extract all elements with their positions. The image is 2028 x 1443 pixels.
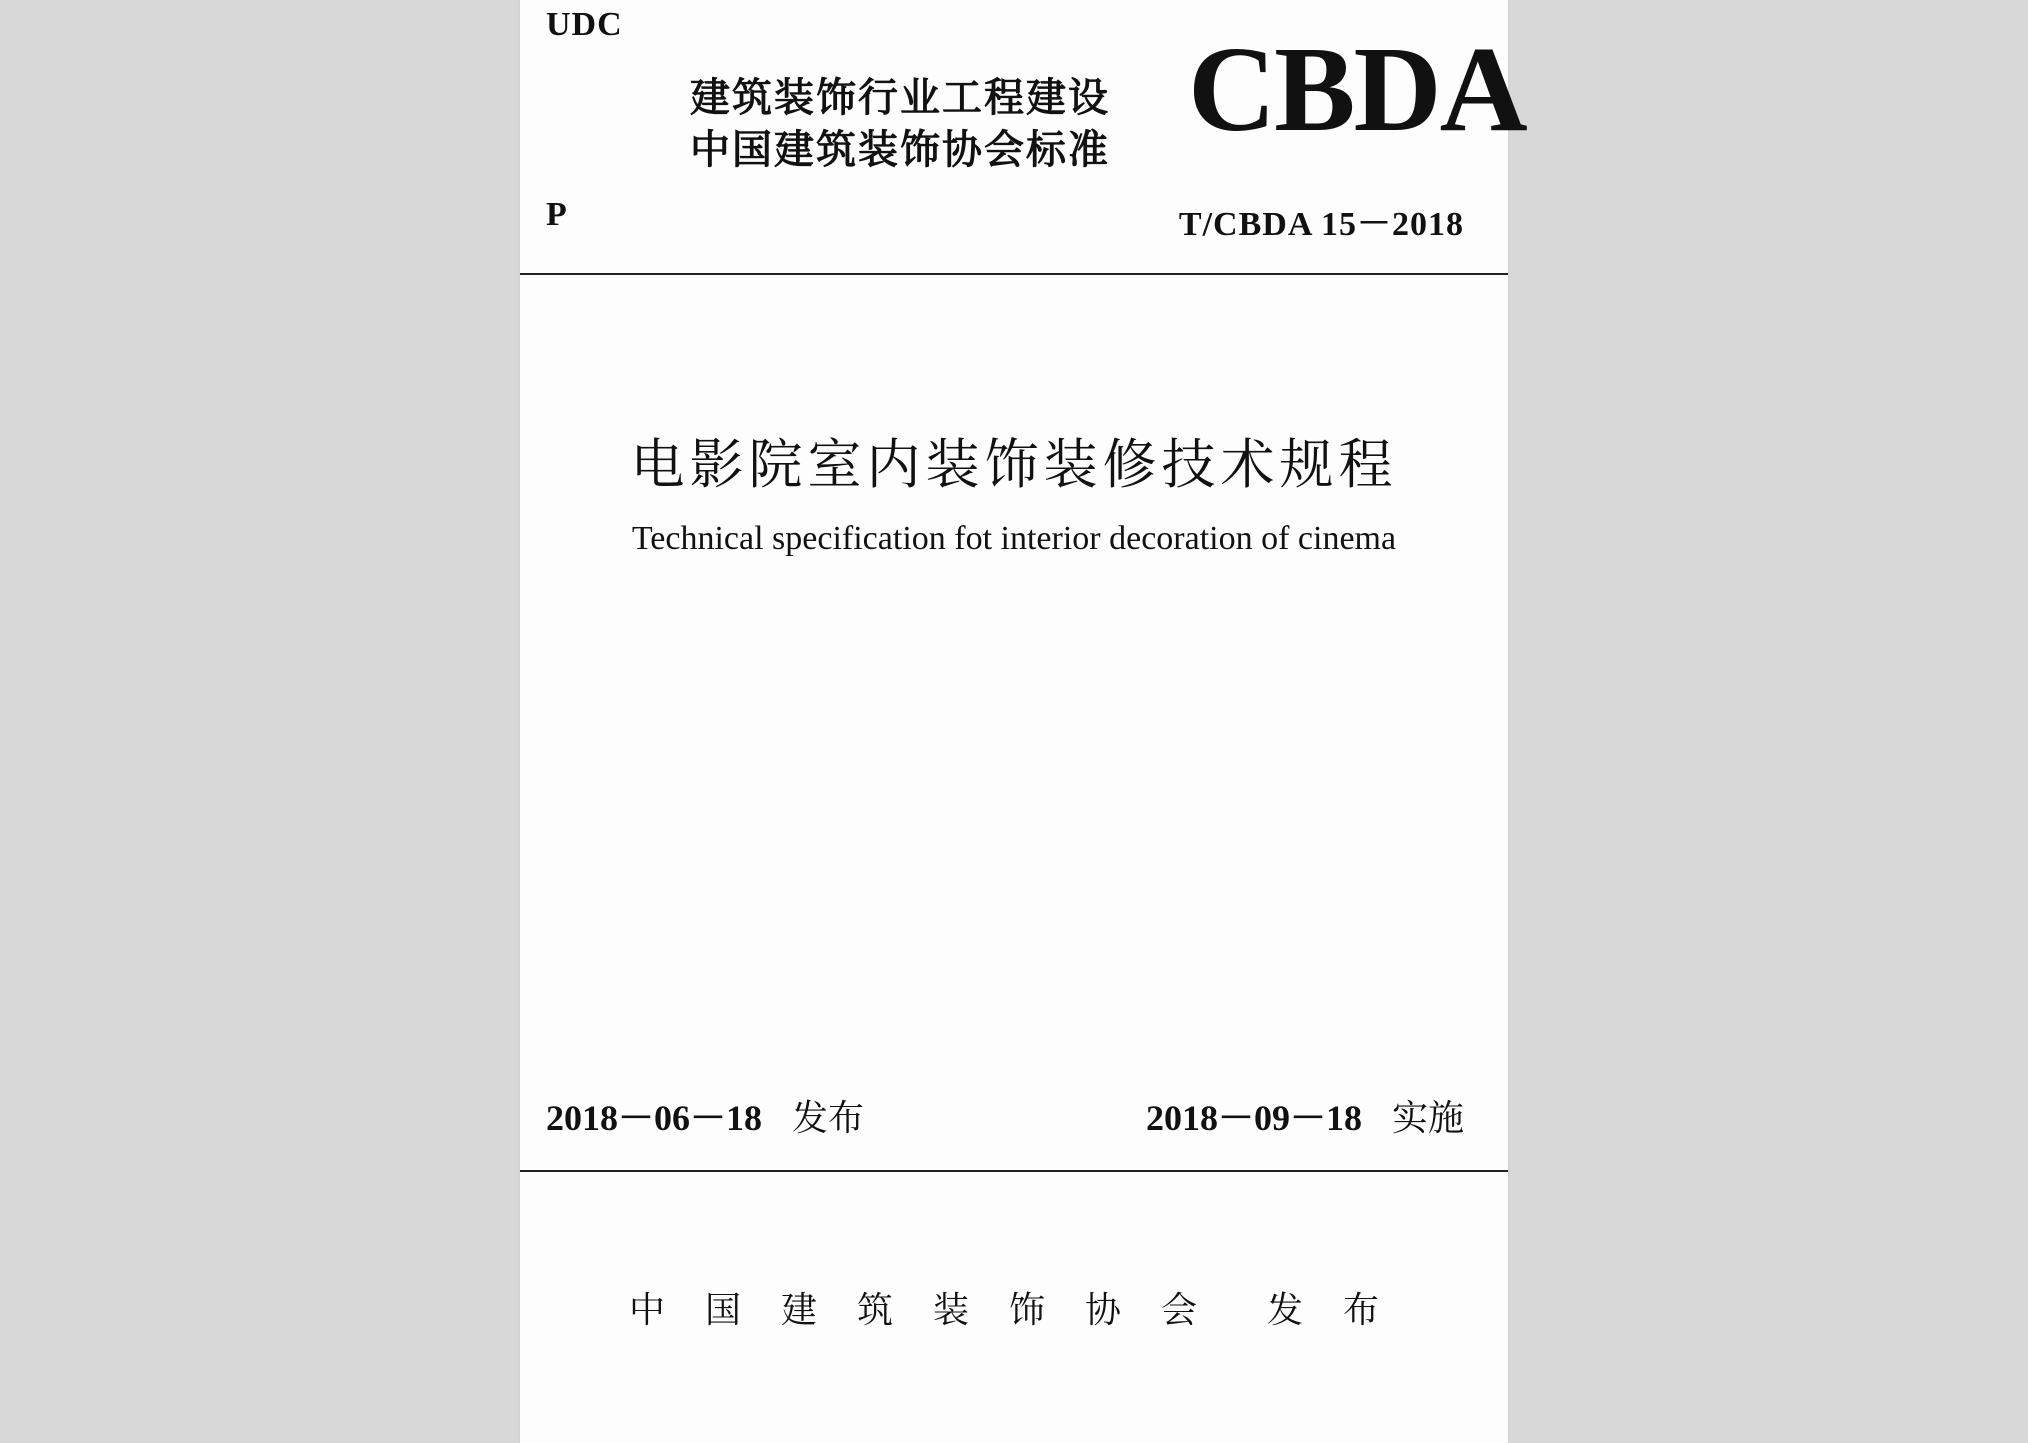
issuer-line-2: 中国建筑装饰协会标准 [690, 127, 1110, 173]
issue-date: 2018－06－18 [546, 1098, 763, 1138]
effective-date: 2018－09－18 [1145, 1098, 1362, 1138]
udc-label: UDC [546, 6, 623, 43]
publisher-line [520, 1282, 1508, 1333]
issue-date-block [546, 1090, 864, 1141]
bottom-divider [520, 1170, 1508, 1172]
issuer-line-1: 建筑装饰行业工程建设 [690, 75, 1110, 121]
classification-label: P [546, 196, 567, 233]
issuer-block [690, 72, 1110, 176]
publisher-name: 中国建筑装饰协会 [628, 1290, 1237, 1331]
publish-verb: 发布 [1267, 1290, 1420, 1331]
document-title-english: Technical specification fot interior decoration of cinema [631, 520, 1397, 557]
standard-code: T/CBDA 15－2018 [1178, 206, 1464, 243]
document-title-chinese: 电影院室内装饰装修技术规程 [630, 435, 1398, 495]
issue-label: 发布 [792, 1098, 865, 1139]
document-cover [520, 0, 1526, 1443]
effective-date-block [1146, 1090, 1464, 1141]
effective-label: 实施 [1391, 1098, 1464, 1139]
brand-logo-text: CBDA [1188, 22, 1526, 157]
top-divider [520, 273, 1508, 275]
